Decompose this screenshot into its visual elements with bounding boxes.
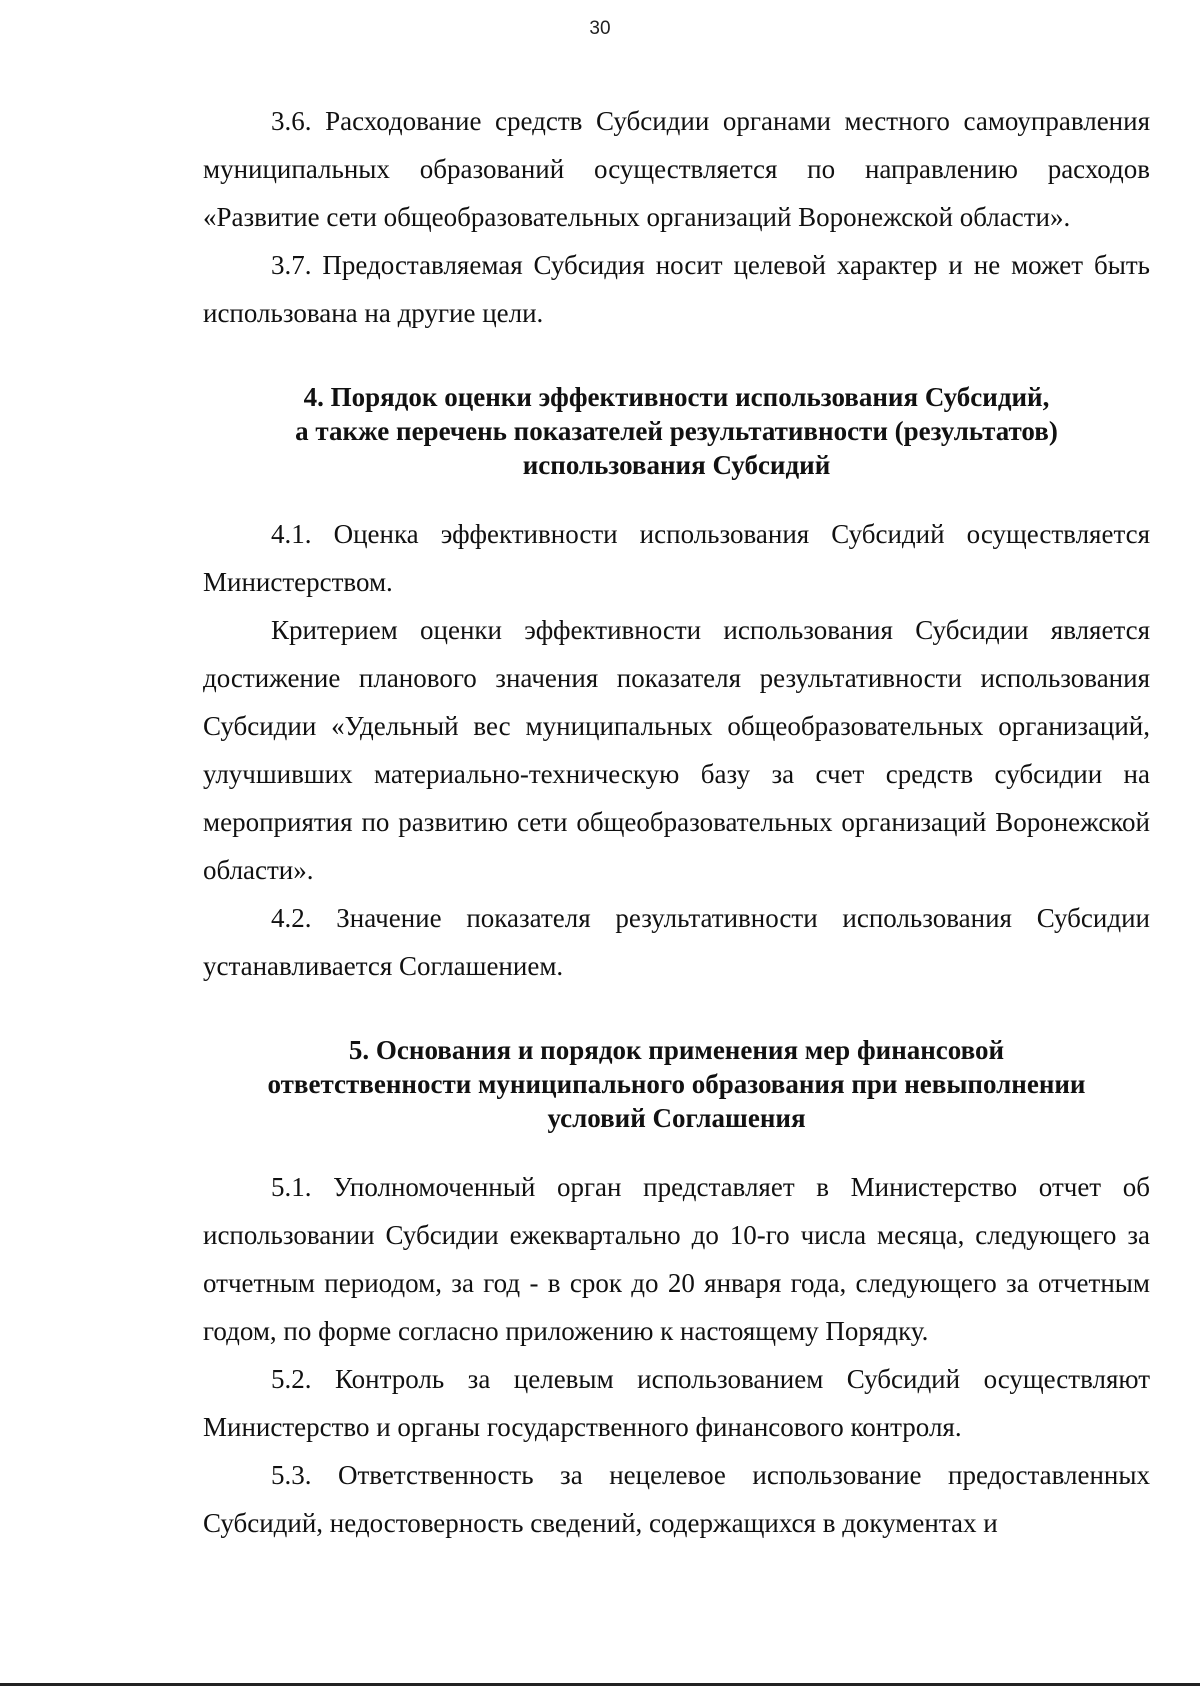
- section-4-heading-line: 4. Порядок оценки эффективности использования Субсидий,: [303, 382, 1050, 412]
- paragraph-3-6: 3.6. Расходование средств Субсидии органами местного самоуправления муниципальных образований осуществляется по направлению расходов «Развитие сети общеобразовательных организаций Воронежской области».: [203, 106, 1150, 232]
- paragraph-5-2: 5.2. Контроль за целевым использованием Субсидий осуществляют Министерство и органы государственного финансового контроля.: [203, 1364, 1150, 1442]
- section-5-heading-line: 5. Основания и порядок применения мер финансовой: [348, 1035, 1005, 1065]
- page-number: 30: [589, 18, 611, 39]
- section-4-heading-line: использования Субсидий: [522, 450, 831, 480]
- paragraph-4-1-criterion: Критерием оценки эффективности использования Субсидии является достижение планового значения показателя результативности использования Субсидии «Удельный вес муниципальных общеобразовательных организаций, улучшивших материально-техническую базу за счет средств субсидии на мероприятия по развитию сети общеобразовательных организаций Воронежской области».: [203, 615, 1150, 885]
- paragraph-4-2: 4.2. Значение показателя результативности использования Субсидии устанавливается Соглашением.: [203, 903, 1150, 981]
- section-5-heading: [203, 1033, 1150, 1135]
- section-4-heading: [203, 380, 1150, 482]
- section-4-heading-line: а также перечень показателей результативности (результатов): [295, 416, 1058, 446]
- paragraph-3-7: 3.7. Предоставляемая Субсидия носит целевой характер и не может быть использована на другие цели.: [203, 250, 1150, 328]
- document-body: [203, 97, 1150, 1547]
- paragraph-4-1: 4.1. Оценка эффективности использования Субсидий осуществляется Министерством.: [203, 519, 1150, 597]
- paragraph-5-3: 5.3. Ответственность за нецелевое использование предоставленных Субсидий, недостоверность сведений, содержащихся в документах и: [203, 1460, 1150, 1538]
- paragraph-5-1: 5.1. Уполномоченный орган представляет в Министерство отчет об использовании Субсидии ежеквартально до 10-го числа месяца, следующего за отчетным периодом, за год - в срок до 20 января года, следующего за отчетным годом, по форме согласно приложению к настоящему Порядку.: [203, 1172, 1150, 1346]
- section-5-heading-line: ответственности муниципального образования при невыполнении: [267, 1069, 1086, 1099]
- section-5-heading-line: условий Соглашения: [547, 1103, 806, 1133]
- page-bottom-rule: [0, 1683, 1200, 1686]
